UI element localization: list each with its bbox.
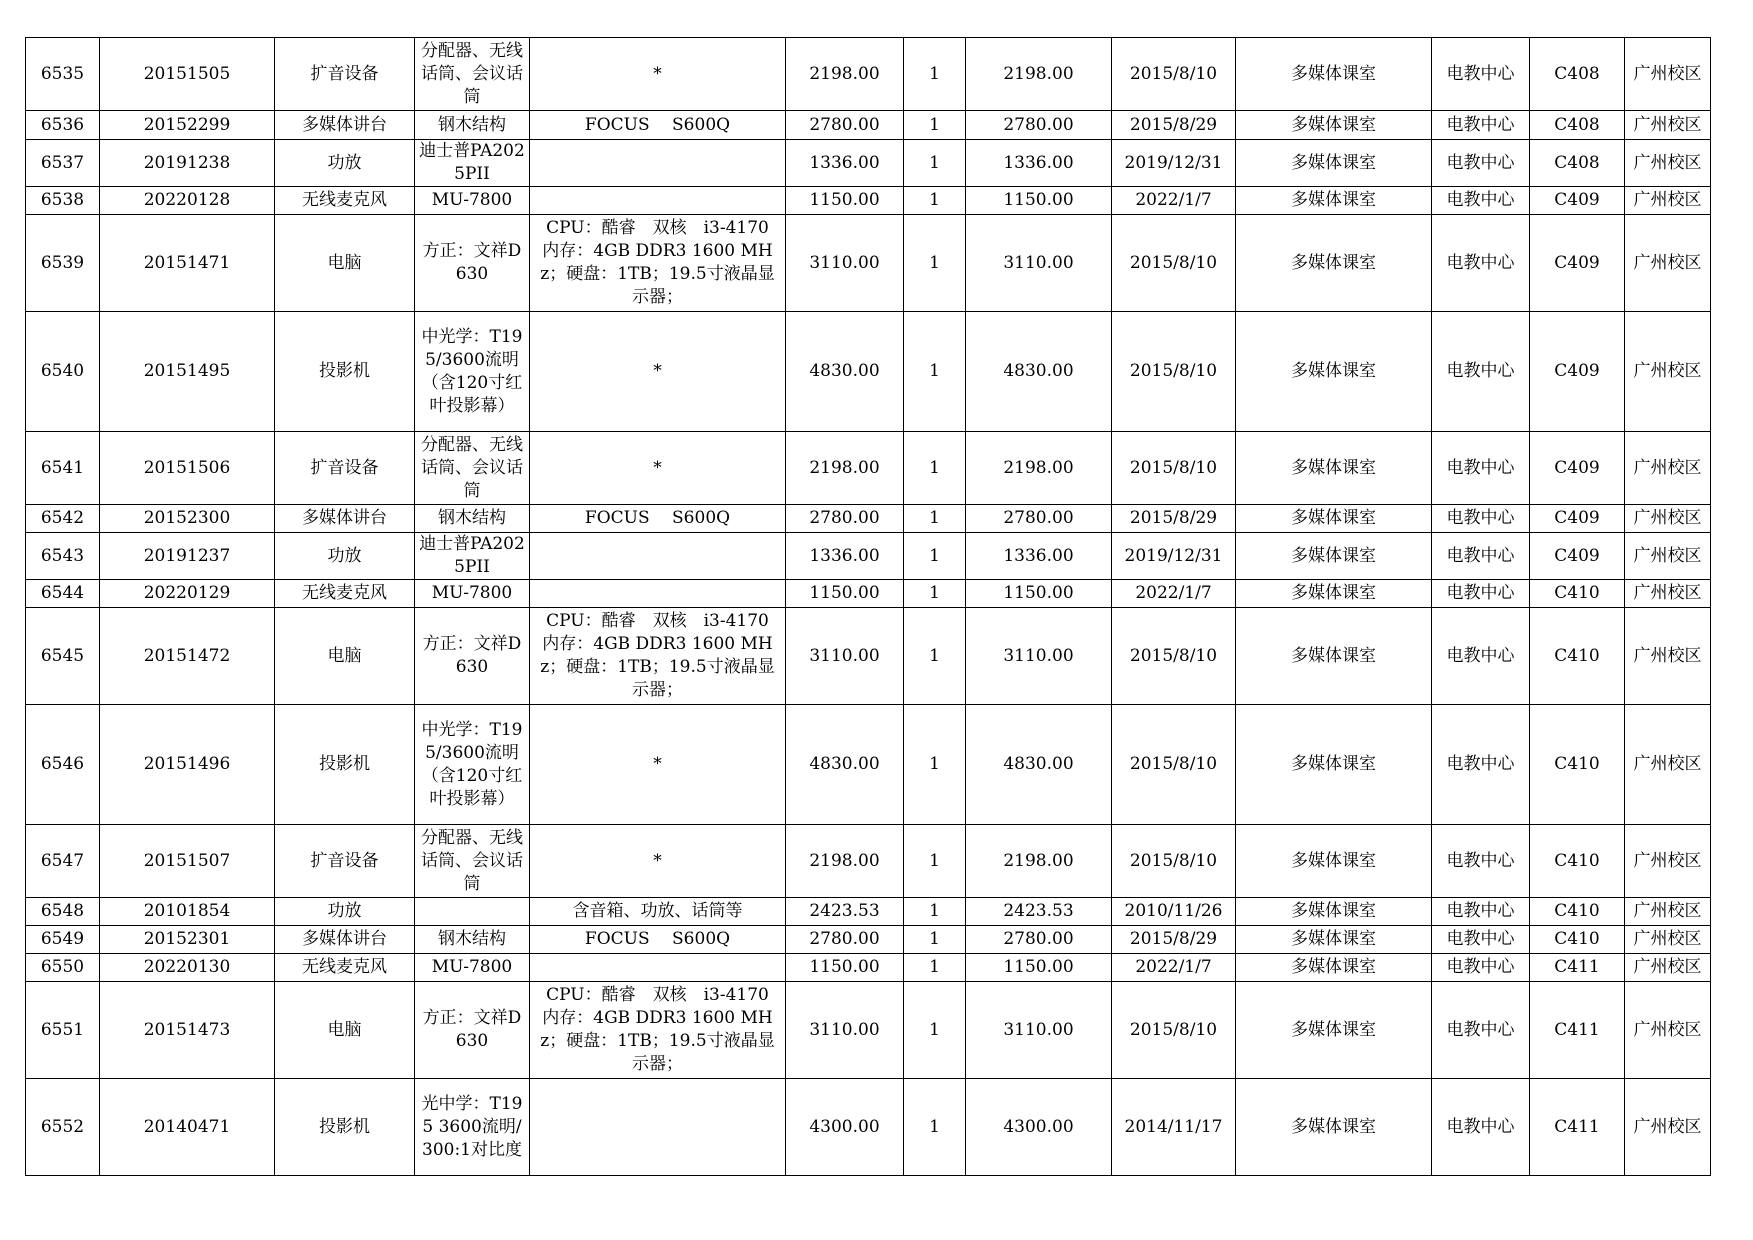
cell-model: MU-7800 (415, 580, 530, 608)
cell-name: 无线麦克风 (275, 954, 415, 982)
cell-model: MU-7800 (415, 954, 530, 982)
cell-code: 20220129 (100, 580, 275, 608)
cell-amount: 1336.00 (966, 533, 1112, 580)
cell-qty: 1 (904, 580, 966, 608)
table-row (26, 1079, 1711, 1176)
cell-amount: 1150.00 (966, 187, 1112, 215)
table-row (26, 898, 1711, 926)
cell-spec: CPU：酷睿 双核 i3-4170 内存：4GB DDR3 1600 MHz；硬盘：1TB；19.5寸液晶显示器； (530, 982, 786, 1079)
table-row (26, 533, 1711, 580)
cell-spec: * (530, 825, 786, 898)
cell-model: 分配器、无线话筒、会议话筒 (415, 825, 530, 898)
table-row (26, 312, 1711, 432)
cell-model: 钢木结构 (415, 505, 530, 533)
cell-id: 6545 (26, 608, 100, 705)
cell-dept: 电教中心 (1432, 38, 1530, 111)
cell-campus: 广州校区 (1625, 111, 1711, 140)
cell-date: 2010/11/26 (1112, 898, 1236, 926)
cell-id: 6551 (26, 982, 100, 1079)
cell-dept: 电教中心 (1432, 1079, 1530, 1176)
cell-model (415, 898, 530, 926)
cell-price: 3110.00 (786, 608, 904, 705)
cell-price: 2198.00 (786, 432, 904, 505)
cell-model: 分配器、无线话筒、会议话筒 (415, 38, 530, 111)
cell-room: C408 (1530, 140, 1625, 187)
cell-spec (530, 140, 786, 187)
cell-date: 2015/8/10 (1112, 705, 1236, 825)
cell-name: 投影机 (275, 705, 415, 825)
table-body (26, 38, 1711, 1176)
cell-name: 多媒体讲台 (275, 926, 415, 954)
cell-dept: 电教中心 (1432, 898, 1530, 926)
cell-model: 迪士普PA2025PII (415, 140, 530, 187)
cell-dept: 电教中心 (1432, 312, 1530, 432)
cell-amount: 3110.00 (966, 608, 1112, 705)
cell-dept: 电教中心 (1432, 111, 1530, 140)
cell-room: C411 (1530, 1079, 1625, 1176)
cell-spec: * (530, 38, 786, 111)
cell-dept: 电教中心 (1432, 215, 1530, 312)
cell-room: C408 (1530, 38, 1625, 111)
cell-type: 多媒体课室 (1236, 140, 1432, 187)
cell-qty: 1 (904, 38, 966, 111)
cell-dept: 电教中心 (1432, 608, 1530, 705)
cell-name: 功放 (275, 898, 415, 926)
cell-name: 功放 (275, 533, 415, 580)
table-row (26, 954, 1711, 982)
table-row (26, 215, 1711, 312)
cell-type: 多媒体课室 (1236, 312, 1432, 432)
cell-campus: 广州校区 (1625, 926, 1711, 954)
cell-date: 2019/12/31 (1112, 140, 1236, 187)
cell-price: 2780.00 (786, 111, 904, 140)
cell-campus: 广州校区 (1625, 215, 1711, 312)
cell-id: 6539 (26, 215, 100, 312)
cell-price: 2780.00 (786, 926, 904, 954)
cell-qty: 1 (904, 312, 966, 432)
cell-spec: 含音箱、功放、话筒等 (530, 898, 786, 926)
cell-spec (530, 1079, 786, 1176)
cell-code: 20151507 (100, 825, 275, 898)
cell-campus: 广州校区 (1625, 898, 1711, 926)
cell-dept: 电教中心 (1432, 533, 1530, 580)
cell-campus: 广州校区 (1625, 608, 1711, 705)
cell-code: 20151472 (100, 608, 275, 705)
cell-campus: 广州校区 (1625, 1079, 1711, 1176)
cell-price: 2780.00 (786, 505, 904, 533)
cell-dept: 电教中心 (1432, 187, 1530, 215)
cell-campus: 广州校区 (1625, 954, 1711, 982)
cell-model: 方正：文祥D630 (415, 982, 530, 1079)
cell-amount: 2780.00 (966, 505, 1112, 533)
cell-date: 2015/8/10 (1112, 432, 1236, 505)
table-row (26, 982, 1711, 1079)
cell-dept: 电教中心 (1432, 954, 1530, 982)
cell-spec (530, 580, 786, 608)
cell-amount: 2780.00 (966, 111, 1112, 140)
cell-spec: FOCUS S600Q (530, 926, 786, 954)
cell-model: 光中学：T195 3600流明/300:1对比度 (415, 1079, 530, 1176)
table-row (26, 111, 1711, 140)
cell-price: 1150.00 (786, 954, 904, 982)
cell-code: 20151496 (100, 705, 275, 825)
cell-room: C410 (1530, 608, 1625, 705)
cell-amount: 4300.00 (966, 1079, 1112, 1176)
cell-code: 20151505 (100, 38, 275, 111)
cell-spec: * (530, 312, 786, 432)
cell-name: 功放 (275, 140, 415, 187)
cell-campus: 广州校区 (1625, 505, 1711, 533)
cell-amount: 2780.00 (966, 926, 1112, 954)
cell-campus: 广州校区 (1625, 140, 1711, 187)
cell-type: 多媒体课室 (1236, 432, 1432, 505)
cell-room: C410 (1530, 825, 1625, 898)
cell-code: 20191237 (100, 533, 275, 580)
cell-amount: 1336.00 (966, 140, 1112, 187)
cell-room: C410 (1530, 898, 1625, 926)
cell-type: 多媒体课室 (1236, 608, 1432, 705)
cell-campus: 广州校区 (1625, 825, 1711, 898)
cell-id: 6543 (26, 533, 100, 580)
cell-date: 2015/8/10 (1112, 608, 1236, 705)
cell-id: 6538 (26, 187, 100, 215)
cell-spec: CPU：酷睿 双核 i3-4170 内存：4GB DDR3 1600 MHz；硬盘：1TB；19.5寸液晶显示器； (530, 608, 786, 705)
cell-date: 2015/8/10 (1112, 215, 1236, 312)
cell-model: 分配器、无线话筒、会议话筒 (415, 432, 530, 505)
cell-campus: 广州校区 (1625, 705, 1711, 825)
cell-price: 2198.00 (786, 825, 904, 898)
cell-type: 多媒体课室 (1236, 111, 1432, 140)
cell-id: 6547 (26, 825, 100, 898)
cell-room: C409 (1530, 312, 1625, 432)
cell-room: C408 (1530, 111, 1625, 140)
cell-name: 电脑 (275, 982, 415, 1079)
cell-code: 20101854 (100, 898, 275, 926)
cell-code: 20151473 (100, 982, 275, 1079)
cell-qty: 1 (904, 705, 966, 825)
cell-id: 6537 (26, 140, 100, 187)
table-row (26, 608, 1711, 705)
cell-price: 4830.00 (786, 705, 904, 825)
cell-date: 2022/1/7 (1112, 187, 1236, 215)
cell-type: 多媒体课室 (1236, 898, 1432, 926)
cell-code: 20152300 (100, 505, 275, 533)
cell-amount: 4830.00 (966, 312, 1112, 432)
cell-spec: FOCUS S600Q (530, 111, 786, 140)
cell-name: 电脑 (275, 215, 415, 312)
cell-model: 钢木结构 (415, 111, 530, 140)
cell-id: 6535 (26, 38, 100, 111)
cell-code: 20220130 (100, 954, 275, 982)
cell-date: 2015/8/29 (1112, 505, 1236, 533)
cell-dept: 电教中心 (1432, 982, 1530, 1079)
cell-code: 20140471 (100, 1079, 275, 1176)
cell-name: 投影机 (275, 312, 415, 432)
cell-date: 2015/8/29 (1112, 926, 1236, 954)
cell-dept: 电教中心 (1432, 580, 1530, 608)
cell-qty: 1 (904, 505, 966, 533)
cell-id: 6541 (26, 432, 100, 505)
cell-room: C411 (1530, 954, 1625, 982)
cell-qty: 1 (904, 432, 966, 505)
cell-date: 2015/8/10 (1112, 38, 1236, 111)
cell-date: 2015/8/10 (1112, 312, 1236, 432)
cell-id: 6544 (26, 580, 100, 608)
cell-id: 6552 (26, 1079, 100, 1176)
cell-qty: 1 (904, 1079, 966, 1176)
cell-campus: 广州校区 (1625, 982, 1711, 1079)
cell-spec: * (530, 705, 786, 825)
cell-spec: * (530, 432, 786, 505)
cell-type: 多媒体课室 (1236, 954, 1432, 982)
cell-code: 20152299 (100, 111, 275, 140)
cell-code: 20151506 (100, 432, 275, 505)
cell-price: 3110.00 (786, 982, 904, 1079)
cell-dept: 电教中心 (1432, 926, 1530, 954)
cell-amount: 3110.00 (966, 215, 1112, 312)
cell-code: 20220128 (100, 187, 275, 215)
cell-qty: 1 (904, 982, 966, 1079)
table-row (26, 187, 1711, 215)
table-row (26, 926, 1711, 954)
cell-price: 4300.00 (786, 1079, 904, 1176)
cell-code: 20151471 (100, 215, 275, 312)
cell-dept: 电教中心 (1432, 140, 1530, 187)
cell-spec: FOCUS S600Q (530, 505, 786, 533)
cell-code: 20152301 (100, 926, 275, 954)
cell-type: 多媒体课室 (1236, 187, 1432, 215)
cell-qty: 1 (904, 825, 966, 898)
cell-id: 6542 (26, 505, 100, 533)
cell-amount: 3110.00 (966, 982, 1112, 1079)
cell-type: 多媒体课室 (1236, 38, 1432, 111)
cell-id: 6540 (26, 312, 100, 432)
cell-qty: 1 (904, 898, 966, 926)
cell-spec (530, 533, 786, 580)
cell-price: 3110.00 (786, 215, 904, 312)
cell-qty: 1 (904, 187, 966, 215)
cell-type: 多媒体课室 (1236, 1079, 1432, 1176)
cell-id: 6548 (26, 898, 100, 926)
cell-room: C409 (1530, 533, 1625, 580)
cell-campus: 广州校区 (1625, 580, 1711, 608)
cell-id: 6549 (26, 926, 100, 954)
table-row (26, 432, 1711, 505)
cell-amount: 2198.00 (966, 432, 1112, 505)
cell-amount: 4830.00 (966, 705, 1112, 825)
cell-qty: 1 (904, 926, 966, 954)
cell-date: 2015/8/10 (1112, 982, 1236, 1079)
cell-dept: 电教中心 (1432, 505, 1530, 533)
cell-dept: 电教中心 (1432, 432, 1530, 505)
cell-type: 多媒体课室 (1236, 926, 1432, 954)
cell-model: 钢木结构 (415, 926, 530, 954)
cell-qty: 1 (904, 111, 966, 140)
cell-room: C410 (1530, 926, 1625, 954)
cell-name: 扩音设备 (275, 432, 415, 505)
cell-room: C410 (1530, 580, 1625, 608)
cell-type: 多媒体课室 (1236, 825, 1432, 898)
cell-model: 中光学：T195/3600流明（含120寸红叶投影幕） (415, 705, 530, 825)
cell-amount: 1150.00 (966, 580, 1112, 608)
cell-dept: 电教中心 (1432, 705, 1530, 825)
cell-model: 方正：文祥D630 (415, 608, 530, 705)
cell-date: 2019/12/31 (1112, 533, 1236, 580)
cell-price: 2198.00 (786, 38, 904, 111)
cell-type: 多媒体课室 (1236, 705, 1432, 825)
cell-name: 多媒体讲台 (275, 505, 415, 533)
cell-date: 2015/8/29 (1112, 111, 1236, 140)
table-row (26, 705, 1711, 825)
cell-price: 4830.00 (786, 312, 904, 432)
cell-type: 多媒体课室 (1236, 580, 1432, 608)
cell-price: 1150.00 (786, 187, 904, 215)
cell-spec: CPU：酷睿 双核 i3-4170 内存：4GB DDR3 1600 MHz；硬盘：1TB；19.5寸液晶显示器； (530, 215, 786, 312)
cell-name: 扩音设备 (275, 38, 415, 111)
cell-amount: 2198.00 (966, 825, 1112, 898)
cell-id: 6536 (26, 111, 100, 140)
cell-qty: 1 (904, 608, 966, 705)
cell-campus: 广州校区 (1625, 432, 1711, 505)
cell-qty: 1 (904, 215, 966, 312)
equipment-table (25, 37, 1711, 1176)
cell-type: 多媒体课室 (1236, 505, 1432, 533)
cell-code: 20191238 (100, 140, 275, 187)
cell-campus: 广州校区 (1625, 312, 1711, 432)
cell-name: 多媒体讲台 (275, 111, 415, 140)
table-row (26, 38, 1711, 111)
cell-room: C410 (1530, 705, 1625, 825)
cell-id: 6550 (26, 954, 100, 982)
cell-amount: 2198.00 (966, 38, 1112, 111)
cell-spec (530, 954, 786, 982)
table-row (26, 505, 1711, 533)
cell-name: 扩音设备 (275, 825, 415, 898)
cell-price: 1336.00 (786, 533, 904, 580)
cell-qty: 1 (904, 954, 966, 982)
cell-model: 迪士普PA2025PII (415, 533, 530, 580)
table-row (26, 825, 1711, 898)
table-row (26, 580, 1711, 608)
cell-room: C409 (1530, 187, 1625, 215)
cell-room: C409 (1530, 215, 1625, 312)
cell-price: 2423.53 (786, 898, 904, 926)
cell-model: 中光学：T195/3600流明（含120寸红叶投影幕） (415, 312, 530, 432)
table-row (26, 140, 1711, 187)
cell-name: 投影机 (275, 1079, 415, 1176)
cell-type: 多媒体课室 (1236, 982, 1432, 1079)
cell-code: 20151495 (100, 312, 275, 432)
cell-price: 1150.00 (786, 580, 904, 608)
cell-qty: 1 (904, 140, 966, 187)
cell-date: 2022/1/7 (1112, 580, 1236, 608)
cell-type: 多媒体课室 (1236, 215, 1432, 312)
cell-qty: 1 (904, 533, 966, 580)
cell-campus: 广州校区 (1625, 187, 1711, 215)
cell-id: 6546 (26, 705, 100, 825)
cell-date: 2014/11/17 (1112, 1079, 1236, 1176)
cell-model: MU-7800 (415, 187, 530, 215)
cell-type: 多媒体课室 (1236, 533, 1432, 580)
cell-dept: 电教中心 (1432, 825, 1530, 898)
cell-amount: 1150.00 (966, 954, 1112, 982)
cell-amount: 2423.53 (966, 898, 1112, 926)
cell-price: 1336.00 (786, 140, 904, 187)
cell-name: 无线麦克风 (275, 580, 415, 608)
cell-room: C409 (1530, 505, 1625, 533)
cell-campus: 广州校区 (1625, 38, 1711, 111)
cell-date: 2015/8/10 (1112, 825, 1236, 898)
cell-date: 2022/1/7 (1112, 954, 1236, 982)
cell-room: C409 (1530, 432, 1625, 505)
cell-spec (530, 187, 786, 215)
cell-model: 方正：文祥D630 (415, 215, 530, 312)
cell-name: 无线麦克风 (275, 187, 415, 215)
cell-room: C411 (1530, 982, 1625, 1079)
cell-name: 电脑 (275, 608, 415, 705)
cell-campus: 广州校区 (1625, 533, 1711, 580)
